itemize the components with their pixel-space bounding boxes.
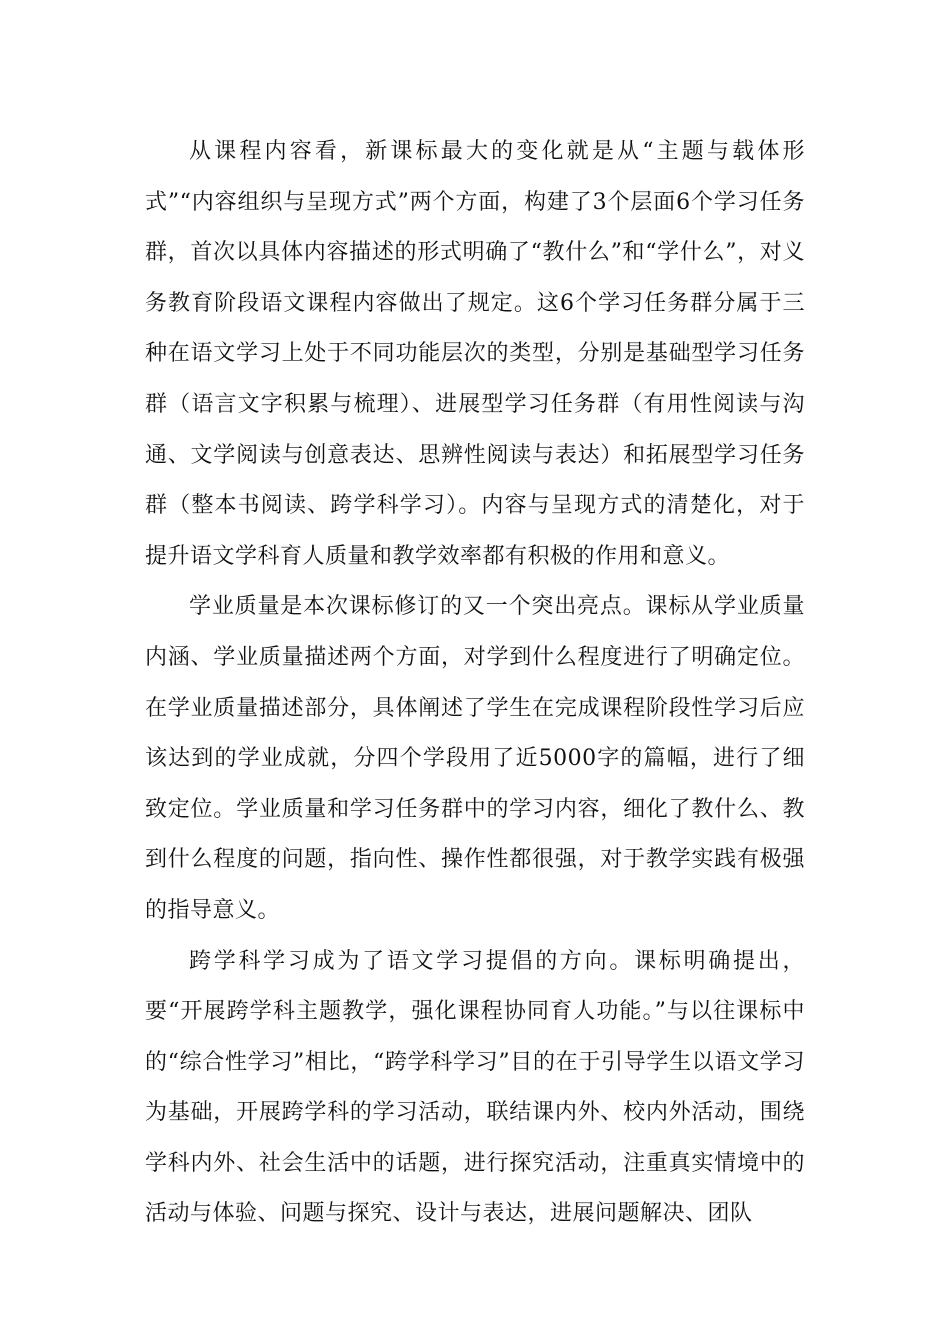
- paragraph-interdisciplinary-learning: 跨学科学习成为了语文学习提倡的方向。课标明确提出，要“开展跨学科主题教学，强化课程协同育人功能。”与以往课标中的“综合性学习”相比，“跨学科学习”目的在于引导学生以语文学习为基础，开展跨学科的学习活动，联结课内外、校内外活动，围绕学科内外、社会生活中的话题，进行探究活动，注重真实情境中的活动与体验、问题与探究、设计与表达，进展问题解决、团队: [145, 948, 805, 1227]
- paragraph-academic-quality: 学业质量是本次课标修订的又一个突出亮点。课标从学业质量内涵、学业质量描述两个方面，对学到什么程度进行了明确定位。在学业质量描述部分，具体阐述了学生在完成课程阶段性学习后应该达到的学业成就，分四个学段用了近5000字的篇幅，进行了细致定位。学业质量和学习任务群中的学习内容，细化了教什么、教到什么程度的问题，指向性、操作性都很强，对于教学实践有极强的指导意义。: [145, 594, 805, 923]
- document-body: [145, 127, 805, 1240]
- paragraph-curriculum-content: 从课程内容看，新课标最大的变化就是从“主题与载体形式”“内容组织与呈现方式”两个方面，构建了3个层面6个学习任务群，首次以具体内容描述的形式明确了“教什么”和“学什么”，对义务教育阶段语文课程内容做出了规定。这6个学习任务群分属于三种在语文学习上处于不同功能层次的类型，分别是基础型学习任务群（语言文字积累与梳理）、进展型学习任务群（有用性阅读与沟通、文学阅读与创意表达、思辨性阅读与表达）和拓展型学习任务群（整本书阅读、跨学科学习）。内容与呈现方式的清楚化，对于提升语文学科育人质量和教学效率都有积极的作用和意义。: [145, 139, 805, 569]
